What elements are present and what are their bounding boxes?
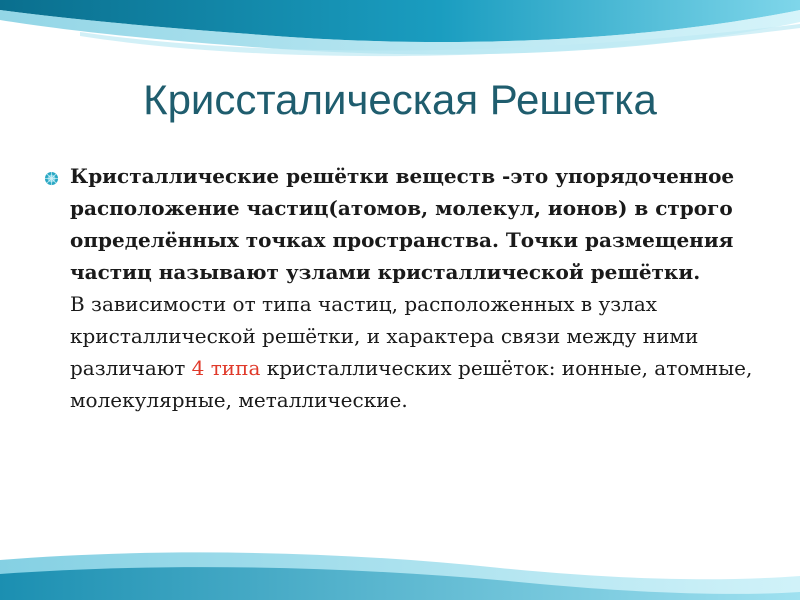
slide-title: Криссталическая Решетка <box>143 76 657 123</box>
types-text <box>70 288 760 416</box>
types-count-highlight: 4 типа <box>191 356 261 380</box>
types-text-after: кристаллических решёток: ионные, атомные, молекулярные, металлические. <box>70 356 753 412</box>
body-paragraph <box>70 160 760 416</box>
sunburst-bullet-icon <box>44 171 59 186</box>
types-text-before: В зависимости от типа частиц, расположенных в узлах кристаллической решётки, и характера связи между ними различают <box>70 292 699 380</box>
definition-text: Кристаллические решётки веществ -это упорядоченное расположение частиц(атомов, молекул, ионов) в строго определённых точках пространства. Точки размещения частиц называют узлами кристаллической решётки. <box>70 164 735 284</box>
